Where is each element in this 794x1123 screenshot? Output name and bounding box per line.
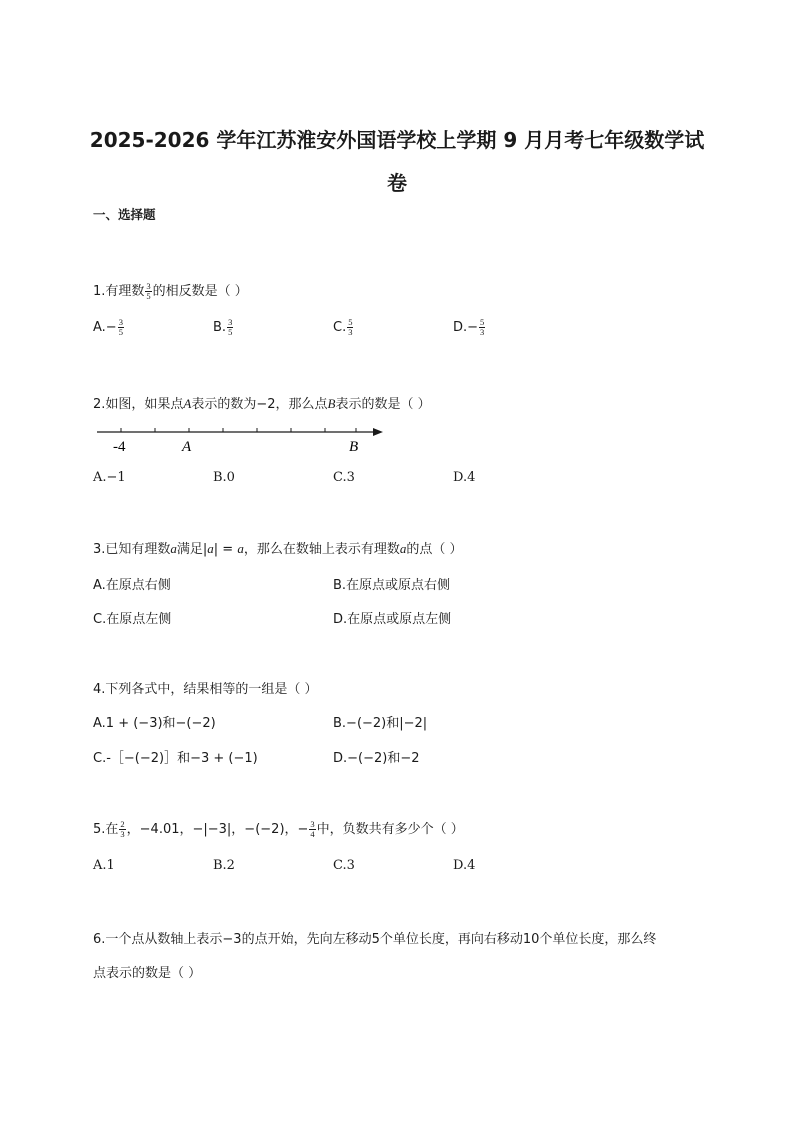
question-5-stem: 5.在 $\frac{2}{3}$ ，−4.01，−|−3|，−(−2)，− $\frac{3}{4}$ 中，负数共有多少个（ ） — [93, 819, 464, 839]
q5-option-c[interactable]: C.3 — [333, 858, 355, 873]
q1-option-b[interactable]: B. $\frac{3}{5}$ — [213, 317, 233, 337]
number-line-figure — [93, 424, 393, 458]
q1-option-a[interactable]: A.− $\frac{3}{5}$ — [93, 317, 123, 337]
q2-option-a[interactable]: A.−1 — [93, 470, 126, 485]
q5-option-b[interactable]: B.2 — [213, 858, 235, 873]
label-point-b: B — [349, 439, 359, 455]
question-6-stem-line2: 点表示的数是（ ） — [93, 966, 202, 981]
q1-text-post: 的相反数是（ ） — [152, 284, 248, 299]
question-3-stem: 3.已知有理数a满足|a| = a，那么在数轴上表示有理数a的点（ ） — [93, 541, 463, 557]
question-6-stem-line1: 6.一个点从数轴上表示−3的点开始，先向左移动5个单位长度，再向右移动10个单位长度，那么终 — [93, 932, 657, 947]
exam-title-line2: 卷 — [387, 171, 407, 195]
q1-text-pre: 1.有理数 — [93, 284, 145, 299]
q3-option-a[interactable]: A.在原点右侧 — [93, 578, 171, 593]
section-heading: 一、选择题 — [93, 207, 156, 222]
q3-option-c[interactable]: C.在原点左侧 — [93, 612, 172, 627]
q5-option-a[interactable]: A.1 — [93, 858, 115, 873]
label-minus-four: -4 — [113, 439, 126, 455]
question-4-stem: 4.下列各式中，结果相等的一组是（ ） — [93, 682, 318, 697]
q1-fraction: $\frac{3}{5}$ — [146, 281, 151, 301]
q4-option-c[interactable]: C.-［−(−2)］和−3 + (−1) — [93, 751, 258, 766]
q3-option-d[interactable]: D.在原点或原点左侧 — [333, 612, 452, 627]
q2-option-d[interactable]: D.4 — [453, 470, 476, 485]
q2-option-b[interactable]: B.0 — [213, 470, 235, 485]
q1-option-d[interactable]: D.− $\frac{5}{3}$ — [453, 317, 485, 337]
q2-option-c[interactable]: C.3 — [333, 470, 355, 485]
q4-option-d[interactable]: D.−(−2)和−2 — [333, 751, 420, 766]
q4-option-b[interactable]: B.−(−2)和|−2| — [333, 716, 428, 731]
q4-option-a[interactable]: A.1 + (−3)和−(−2) — [93, 716, 216, 731]
q1-option-c[interactable]: C. $\frac{5}{3}$ — [333, 317, 353, 337]
q3-option-b[interactable]: B.在原点或原点右侧 — [333, 578, 451, 593]
number-line-arrow-icon — [373, 428, 383, 436]
question-2-stem: 2.如图，如果点A表示的数为−2，那么点B表示的数是（ ） — [93, 396, 431, 412]
label-point-a: A — [182, 439, 192, 455]
exam-title-line1: 2025-2026 学年江苏淮安外国语学校上学期 9 月月考七年级数学试 — [89, 128, 705, 152]
question-1-stem — [93, 280, 248, 301]
q5-option-d[interactable]: D.4 — [453, 858, 476, 873]
